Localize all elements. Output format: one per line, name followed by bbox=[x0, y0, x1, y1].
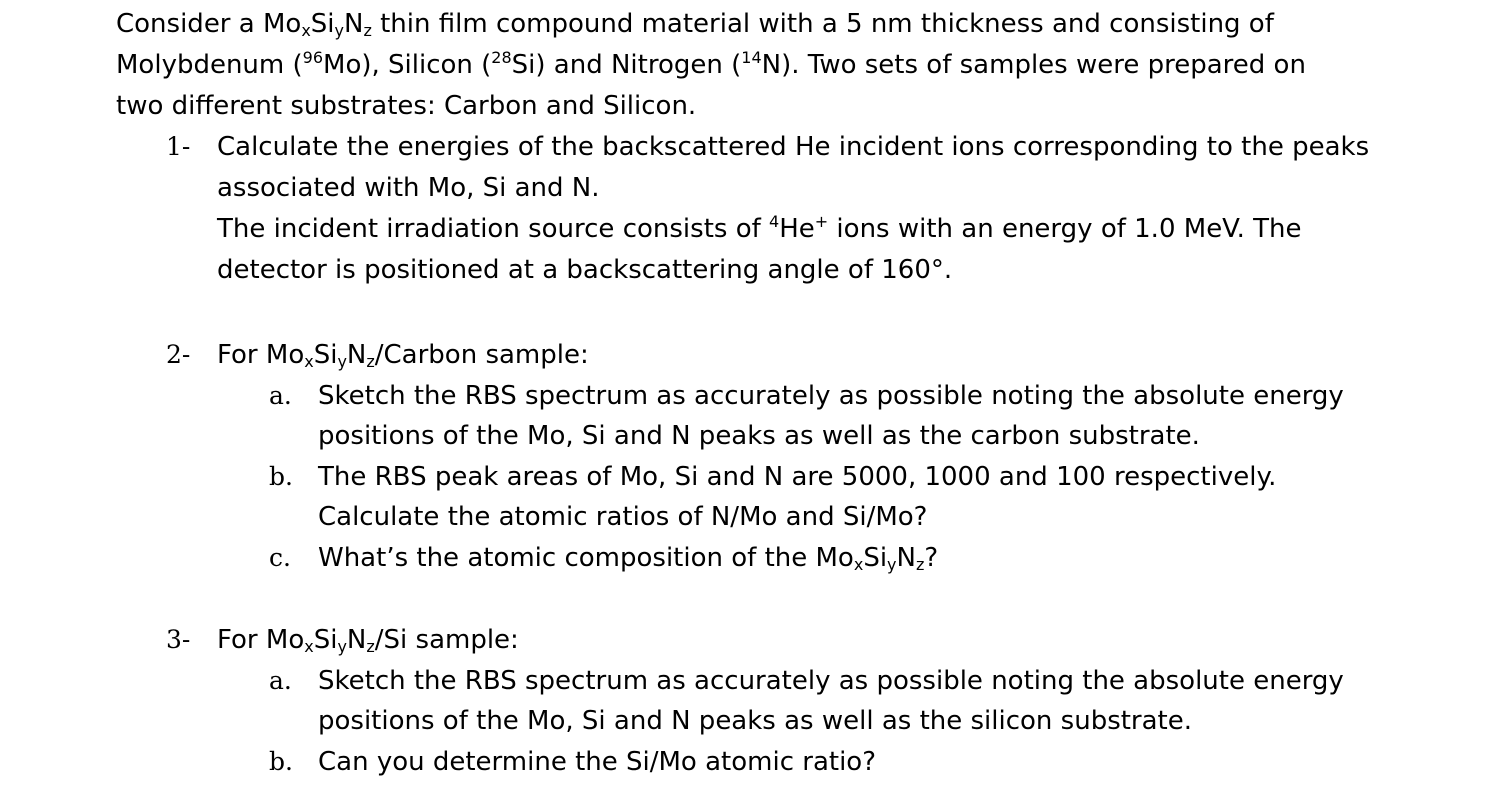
q1-text: ions with an energy of 1.0 MeV. The bbox=[828, 214, 1302, 244]
intro-text: N). Two sets of samples were prepared on bbox=[761, 50, 1306, 80]
q2a-marker: a. bbox=[269, 381, 292, 410]
q2-marker: 2- bbox=[166, 340, 191, 369]
q1-line-3 bbox=[217, 209, 1302, 249]
q3-marker: 3- bbox=[166, 625, 191, 654]
subscript-z: z bbox=[363, 21, 372, 40]
q2b-line-2: Calculate the atomic ratios of N/Mo and Si/Mo? bbox=[318, 502, 928, 532]
q2c-line-1 bbox=[318, 538, 938, 578]
subscript-x: x bbox=[304, 352, 314, 371]
intro-line-1 bbox=[116, 4, 1274, 44]
q2c-text: What’s the atomic composition of the Mo bbox=[318, 543, 854, 573]
q2a-line-1: Sketch the RBS spectrum as accurately as possible noting the absolute energy bbox=[318, 381, 1344, 411]
q3a-line-1: Sketch the RBS spectrum as accurately as possible noting the absolute energy bbox=[318, 666, 1344, 696]
q3b-line-1: Can you determine the Si/Mo atomic ratio? bbox=[318, 747, 876, 777]
q2-heading bbox=[217, 335, 589, 375]
q3a-marker: a. bbox=[269, 666, 292, 695]
q2b-marker: b. bbox=[269, 462, 293, 491]
subscript-y: y bbox=[337, 637, 347, 656]
subscript-z: z bbox=[366, 352, 375, 371]
q2c-text: ? bbox=[924, 543, 939, 573]
intro-text: Si bbox=[310, 9, 335, 39]
subscript-x: x bbox=[853, 555, 864, 574]
q2c-text: Si bbox=[863, 543, 888, 573]
subscript-y: y bbox=[334, 21, 344, 40]
q2a-line-2: positions of the Mo, Si and N peaks as well as the carbon substrate. bbox=[318, 421, 1200, 451]
intro-text: Consider a Mo bbox=[116, 9, 302, 39]
q1-line-4: detector is positioned at a backscattering angle of 160°. bbox=[217, 255, 953, 285]
subscript-z: z bbox=[915, 555, 925, 574]
superscript-96: 96 bbox=[302, 48, 324, 67]
q1-line-1: Calculate the energies of the backscattered He incident ions corresponding to the peaks bbox=[217, 132, 1370, 162]
intro-text: Molybdenum ( bbox=[116, 50, 303, 80]
q2-text: Si bbox=[313, 340, 338, 370]
intro-text: Mo), Silicon ( bbox=[323, 50, 492, 80]
q3-text: N bbox=[346, 625, 367, 655]
superscript-plus: + bbox=[814, 212, 829, 231]
q1-text: He bbox=[779, 214, 815, 244]
q3-heading bbox=[217, 620, 519, 660]
superscript-28: 28 bbox=[491, 48, 512, 67]
q3-text: For Mo bbox=[217, 625, 305, 655]
q2-text: For Mo bbox=[217, 340, 305, 370]
q3a-line-2: positions of the Mo, Si and N peaks as well as the silicon substrate. bbox=[318, 706, 1193, 736]
q1-line-2: associated with Mo, Si and N. bbox=[217, 173, 600, 203]
q2c-marker: c. bbox=[269, 543, 291, 572]
subscript-x: x bbox=[301, 21, 311, 40]
intro-line-3: two different substrates: Carbon and Silicon. bbox=[116, 91, 697, 121]
q1-text: The incident irradiation source consists of bbox=[217, 214, 770, 244]
intro-text: Si) and Nitrogen ( bbox=[511, 50, 742, 80]
q3b-marker: b. bbox=[269, 747, 293, 776]
q2-text: N bbox=[346, 340, 367, 370]
subscript-z: z bbox=[366, 637, 375, 656]
superscript-14: 14 bbox=[741, 48, 762, 67]
subscript-x: x bbox=[304, 637, 314, 656]
subscript-y: y bbox=[887, 555, 897, 574]
q3-text: Si bbox=[313, 625, 338, 655]
q3-text: /Si sample: bbox=[374, 625, 519, 655]
q1-marker: 1- bbox=[166, 132, 191, 161]
q2c-text: N bbox=[896, 543, 916, 573]
intro-text: thin film compound material with a 5 nm thickness and consisting of bbox=[371, 9, 1274, 39]
superscript-4: 4 bbox=[769, 212, 780, 231]
q2b-line-1: The RBS peak areas of Mo, Si and N are 5000, 1000 and 100 respectively. bbox=[318, 462, 1277, 492]
intro-line-2 bbox=[116, 45, 1306, 85]
subscript-y: y bbox=[337, 352, 347, 371]
intro-text: N bbox=[343, 9, 364, 39]
q2-text: /Carbon sample: bbox=[374, 340, 589, 370]
